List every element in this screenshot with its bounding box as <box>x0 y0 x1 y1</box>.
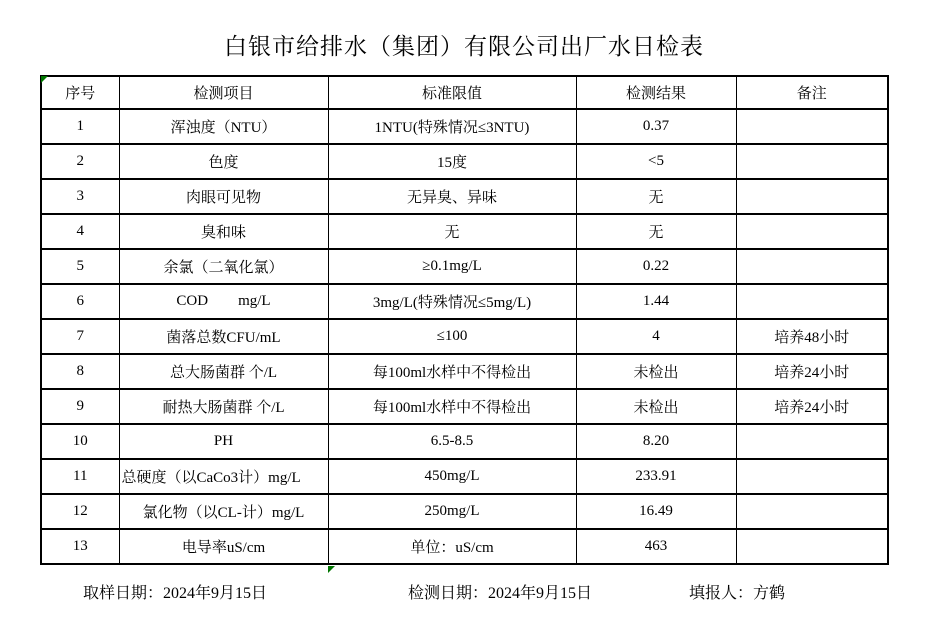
column-header-remark: 备注 <box>736 76 888 109</box>
cell-no: 8 <box>41 354 119 389</box>
cell-no: 9 <box>41 389 119 424</box>
table-row <box>41 284 888 319</box>
cell-no: 5 <box>41 249 119 284</box>
cell-result: 4 <box>576 319 736 354</box>
cell-remark <box>736 284 888 319</box>
cell-result: <5 <box>576 144 736 179</box>
cell-result: 16.49 <box>576 494 736 529</box>
cell-no: 12 <box>41 494 119 529</box>
cell-standard: 6.5-8.5 <box>328 424 576 459</box>
cell-remark <box>736 179 888 214</box>
cell-standard: 每100ml水样中不得检出 <box>328 389 576 424</box>
cell-no: 6 <box>41 284 119 319</box>
cell-standard: 250mg/L <box>328 494 576 529</box>
cell-remark <box>736 214 888 249</box>
column-header-result: 检测结果 <box>576 76 736 109</box>
cell-item: 肉眼可见物 <box>119 179 328 214</box>
table-row <box>41 319 888 354</box>
table-row <box>41 354 888 389</box>
column-header-item: 检测项目 <box>119 76 328 109</box>
cell-remark: 培养48小时 <box>736 319 888 354</box>
cell-item: COD mg/L <box>119 284 328 319</box>
cell-flag-icon <box>328 566 335 573</box>
table-row <box>41 214 888 249</box>
cell-standard: 3mg/L(特殊情况≤5mg/L) <box>328 284 576 319</box>
cell-result: 未检出 <box>576 354 736 389</box>
cell-standard: 1NTU(特殊情况≤3NTU) <box>328 109 576 144</box>
cell-item: 浑浊度（NTU） <box>119 109 328 144</box>
cell-remark <box>736 424 888 459</box>
cell-remark <box>736 494 888 529</box>
table-row <box>41 494 888 529</box>
cell-item: 氯化物（以CL-计）mg/L <box>119 494 328 529</box>
column-header-standard: 标准限值 <box>328 76 576 109</box>
cell-remark: 培养24小时 <box>736 389 888 424</box>
column-header-no: 序号 <box>41 76 119 109</box>
cell-result: 0.22 <box>576 249 736 284</box>
footer <box>0 580 928 602</box>
cell-remark <box>736 529 888 564</box>
table-row <box>41 459 888 494</box>
cell-result: 未检出 <box>576 389 736 424</box>
inspection-table <box>40 75 889 565</box>
cell-no: 3 <box>41 179 119 214</box>
cell-result: 1.44 <box>576 284 736 319</box>
cell-item: 总大肠菌群 个/L <box>119 354 328 389</box>
cell-item: 耐热大肠菌群 个/L <box>119 389 328 424</box>
cell-standard: 450mg/L <box>328 459 576 494</box>
cell-result: 233.91 <box>576 459 736 494</box>
cell-no: 4 <box>41 214 119 249</box>
cell-standard: ≤100 <box>328 319 576 354</box>
cell-result: 无 <box>576 179 736 214</box>
cell-no: 13 <box>41 529 119 564</box>
cell-remark <box>736 109 888 144</box>
cell-flag-icon <box>41 76 48 83</box>
cell-result: 463 <box>576 529 736 564</box>
cell-item: 菌落总数CFU/mL <box>119 319 328 354</box>
cell-item: 臭和味 <box>119 214 328 249</box>
cell-remark <box>736 459 888 494</box>
cell-result: 8.20 <box>576 424 736 459</box>
table-row <box>41 144 888 179</box>
cell-remark: 培养24小时 <box>736 354 888 389</box>
cell-item: PH <box>119 424 328 459</box>
cell-result: 无 <box>576 214 736 249</box>
cell-standard: 无异臭、异味 <box>328 179 576 214</box>
cell-no: 10 <box>41 424 119 459</box>
cell-no: 11 <box>41 459 119 494</box>
cell-item: 余氯（二氧化氯） <box>119 249 328 284</box>
test-date: 检测日期：2024年9月15日 <box>408 585 593 602</box>
header-row <box>41 76 888 109</box>
sampling-date: 取样日期：2024年9月15日 <box>83 585 268 602</box>
cell-standard: 无 <box>328 214 576 249</box>
table-row <box>41 179 888 214</box>
table-row <box>41 249 888 284</box>
table-row <box>41 529 888 564</box>
table-row <box>41 424 888 459</box>
table-row <box>41 109 888 144</box>
cell-standard: ≥0.1mg/L <box>328 249 576 284</box>
cell-standard: 每100ml水样中不得检出 <box>328 354 576 389</box>
cell-standard: 单位：uS/cm <box>328 529 576 564</box>
cell-remark <box>736 144 888 179</box>
cell-standard: 15度 <box>328 144 576 179</box>
table-row <box>41 389 888 424</box>
reporter: 填报人：方鹤 <box>689 585 786 602</box>
page-title: 白银市给排水（集团）有限公司出厂水日检表 <box>224 34 704 59</box>
cell-no: 7 <box>41 319 119 354</box>
cell-no: 2 <box>41 144 119 179</box>
cell-item: 色度 <box>119 144 328 179</box>
cell-result: 0.37 <box>576 109 736 144</box>
cell-item: 总硬度（以CaCo3计）mg/L <box>119 459 328 494</box>
cell-item: 电导率uS/cm <box>119 529 328 564</box>
cell-remark <box>736 249 888 284</box>
cell-no: 1 <box>41 109 119 144</box>
